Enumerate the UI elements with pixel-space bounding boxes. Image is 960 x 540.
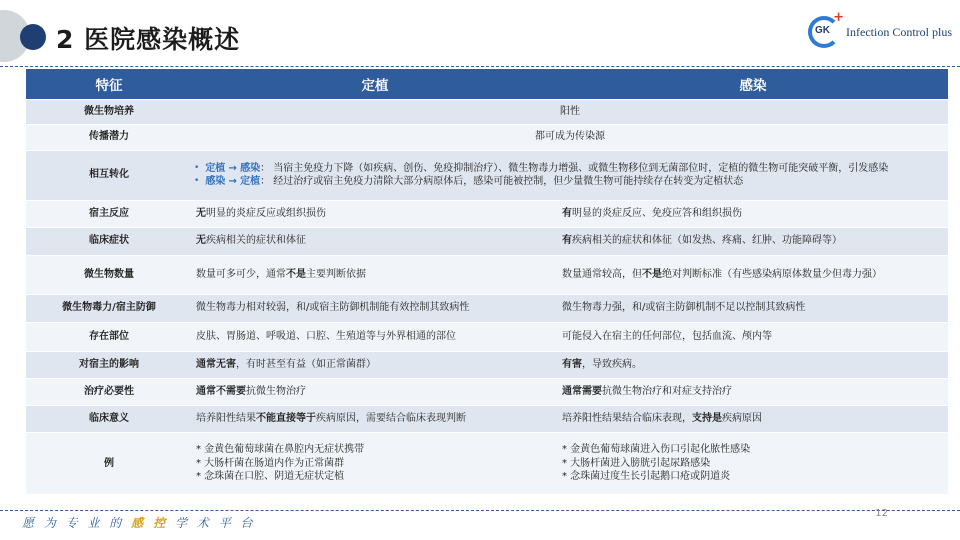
table-row (26, 124, 948, 150)
conversion-text: 当宿主免疫力下降（如疾病、创伤、免疫抑制治疗）、微生物毒力增强、或微生物移位到无菌部位时，定植的微生物可能突破平衡，引发感染 (273, 162, 889, 174)
table-header-row (26, 69, 948, 99)
logo (808, 12, 952, 52)
feature-cell: 存在部位 (26, 322, 192, 351)
bullet-icon: • (194, 176, 200, 186)
table-row (26, 294, 948, 322)
example-item: * 大肠杆菌在肠道内作为正常菌群 (196, 457, 345, 469)
arrow-icon: → (228, 176, 237, 187)
conversion-sep: ： (260, 162, 271, 174)
infection-cell: 培养阳性结果结合临床表现，支持是疾病原因 (558, 405, 948, 432)
page-number: 12 (875, 508, 888, 519)
colonization-cell: 通常不需要抗微生物治疗 (192, 378, 558, 405)
comparison-table (26, 69, 948, 494)
example-item: * 金黄色葡萄球菌进入伤口引起化脓性感染 (562, 444, 751, 455)
table-row (26, 405, 948, 432)
colonization-examples-cell (192, 432, 558, 494)
example-item: * 金黄色葡萄球菌在鼻腔内无症状携带 (196, 444, 365, 455)
infection-cell: 有疾病相关的症状和体征（如发热、疼痛、红肿、功能障碍等） (558, 227, 948, 255)
title-divider (0, 66, 960, 67)
feature-cell: 临床症状 (26, 227, 192, 255)
colonization-cell: 微生物毒力相对较弱，和/或宿主防御机制能有效控制其致病性 (192, 294, 558, 322)
conversion-item (194, 162, 944, 176)
infection-cell: 数量通常较高，但不是绝对判断标准（有些感染病原体数量少但毒力强） (558, 255, 948, 294)
column-header-infection: 感染 (558, 69, 948, 99)
table-row (26, 378, 948, 405)
conversion-from: 感染 (205, 176, 226, 187)
feature-cell: 临床意义 (26, 405, 192, 432)
shared-cell: 都可成为传染源 (192, 124, 948, 150)
bullet-icon: • (194, 162, 200, 173)
feature-cell: 宿主反应 (26, 200, 192, 227)
conversion-text: 经过治疗或宿主免疫力清除大部分病原体后，感染可能被控制，但少量微生物可能持续存在转变为定植状态 (273, 176, 744, 187)
feature-cell: 传播潜力 (26, 124, 192, 150)
colonization-cell: 通常无害，有时甚至有益（如正常菌群） (192, 351, 558, 378)
logo-icon (808, 10, 845, 48)
colonization-cell: 无明显的炎症反应或组织损伤 (192, 200, 558, 227)
colonization-cell: 皮肤、胃肠道、呼吸道、口腔、生殖道等与外界相通的部位 (192, 322, 558, 351)
logo-mark-text: GK (815, 25, 831, 36)
infection-cell: 微生物毒力强，和/或宿主防御机制不足以控制其致病性 (558, 294, 948, 322)
footer-slogan: 愿 为 专 业 的 感 控 学 术 平 台 (22, 516, 256, 530)
feature-cell: 相互转化 (26, 150, 192, 200)
table-row (26, 322, 948, 351)
conversion-from: 定植 (205, 162, 226, 174)
table-row (26, 227, 948, 255)
infection-cell: 通常需要抗微生物治疗和对症支持治疗 (558, 378, 948, 405)
example-item: * 念珠菌在口腔、阴道无症状定植 (196, 471, 345, 482)
colonization-cell: 培养阳性结果不能直接等于疾病原因，需要结合临床表现判断 (192, 405, 558, 432)
infection-cell: 有害，导致疾病。 (558, 351, 948, 378)
arrow-icon: → (228, 162, 237, 174)
table-row (26, 200, 948, 227)
column-header-feature: 特征 (26, 69, 192, 99)
footer-divider (0, 510, 960, 511)
table-row (26, 351, 948, 378)
table-row (26, 150, 948, 200)
conversion-sep: ： (260, 176, 271, 187)
infection-examples-cell (558, 432, 948, 494)
feature-cell: 微生物毒力/宿主防御 (26, 294, 192, 322)
conversion-cell (192, 150, 948, 200)
feature-cell: 微生物数量 (26, 255, 192, 294)
feature-cell: 例 (26, 432, 192, 494)
infection-cell: 有明显的炎症反应、免疫应答和组织损伤 (558, 200, 948, 227)
infection-cell: 可能侵入在宿主的任何部位，包括血流、颅内等 (558, 322, 948, 351)
feature-cell: 微生物培养 (26, 99, 192, 124)
page-title: 2 医院感染概述 (56, 25, 241, 54)
feature-cell: 治疗必要性 (26, 378, 192, 405)
column-header-colonization: 定植 (192, 69, 558, 99)
logo-text: Infection Control plus (846, 24, 952, 39)
table-row (26, 255, 948, 294)
conversion-to: 感染 (240, 162, 261, 174)
shared-cell: 阳性 (192, 99, 948, 124)
logo-plus-icon: + (833, 10, 845, 25)
example-item: * 念珠菌过度生长引起鹅口疮或阴道炎 (562, 471, 731, 482)
slogan-highlight: 感 控 (131, 516, 169, 530)
corner-circle-navy (20, 24, 46, 50)
feature-cell: 对宿主的影响 (26, 351, 192, 378)
conversion-to: 定植 (240, 176, 261, 187)
colonization-cell: 数量可多可少，通常不是主要判断依据 (192, 255, 558, 294)
table-row (26, 432, 948, 494)
table-row (26, 99, 948, 124)
colonization-cell: 无疾病相关的症状和体征 (192, 227, 558, 255)
example-item: * 大肠杆菌进入膀胱引起尿路感染 (562, 457, 711, 469)
conversion-item (194, 175, 944, 189)
